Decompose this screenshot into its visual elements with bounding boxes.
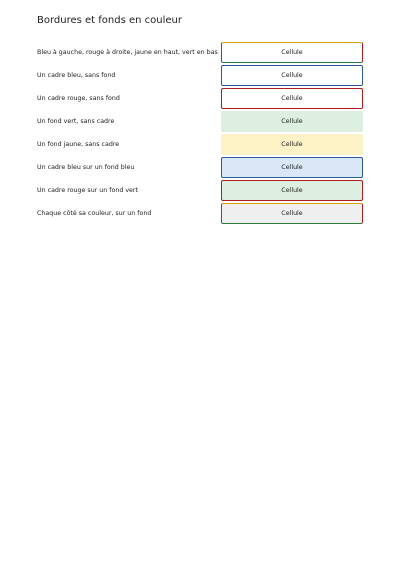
row-label: Un fond jaune, sans cadre	[37, 141, 120, 148]
bordered-cell: Cellule	[221, 180, 363, 201]
row-label: Un cadre rouge, sans fond	[37, 95, 120, 102]
row-label: Un cadre bleu sur un fond bleu	[37, 164, 135, 171]
page-title: Bordures et fonds en couleur	[37, 15, 182, 26]
row-label: Un fond vert, sans cadre	[37, 118, 115, 125]
bordered-cell: Cellule	[221, 65, 363, 86]
table-row	[37, 203, 364, 226]
table-row	[37, 65, 364, 88]
bordered-cell: Cellule	[221, 134, 363, 155]
row-label: Un cadre bleu, sans fond	[37, 72, 116, 79]
bordered-cells-table	[37, 42, 364, 226]
row-label: Un cadre rouge sur un fond vert	[37, 187, 138, 194]
row-label: Chaque côté sa couleur, sur un fond	[37, 210, 152, 217]
table-row	[37, 88, 364, 111]
table-row	[37, 180, 364, 203]
bordered-cell: Cellule	[221, 157, 363, 178]
row-label: Bleu à gauche, rouge à droite, jaune en haut, vert en bas	[37, 49, 218, 56]
table-row	[37, 42, 364, 65]
table-row	[37, 157, 364, 180]
bordered-cell: Cellule	[221, 203, 363, 224]
table-row	[37, 134, 364, 157]
bordered-cell: Cellule	[221, 42, 363, 63]
bordered-cell: Cellule	[221, 111, 363, 132]
bordered-cell: Cellule	[221, 88, 363, 109]
table-row	[37, 111, 364, 134]
